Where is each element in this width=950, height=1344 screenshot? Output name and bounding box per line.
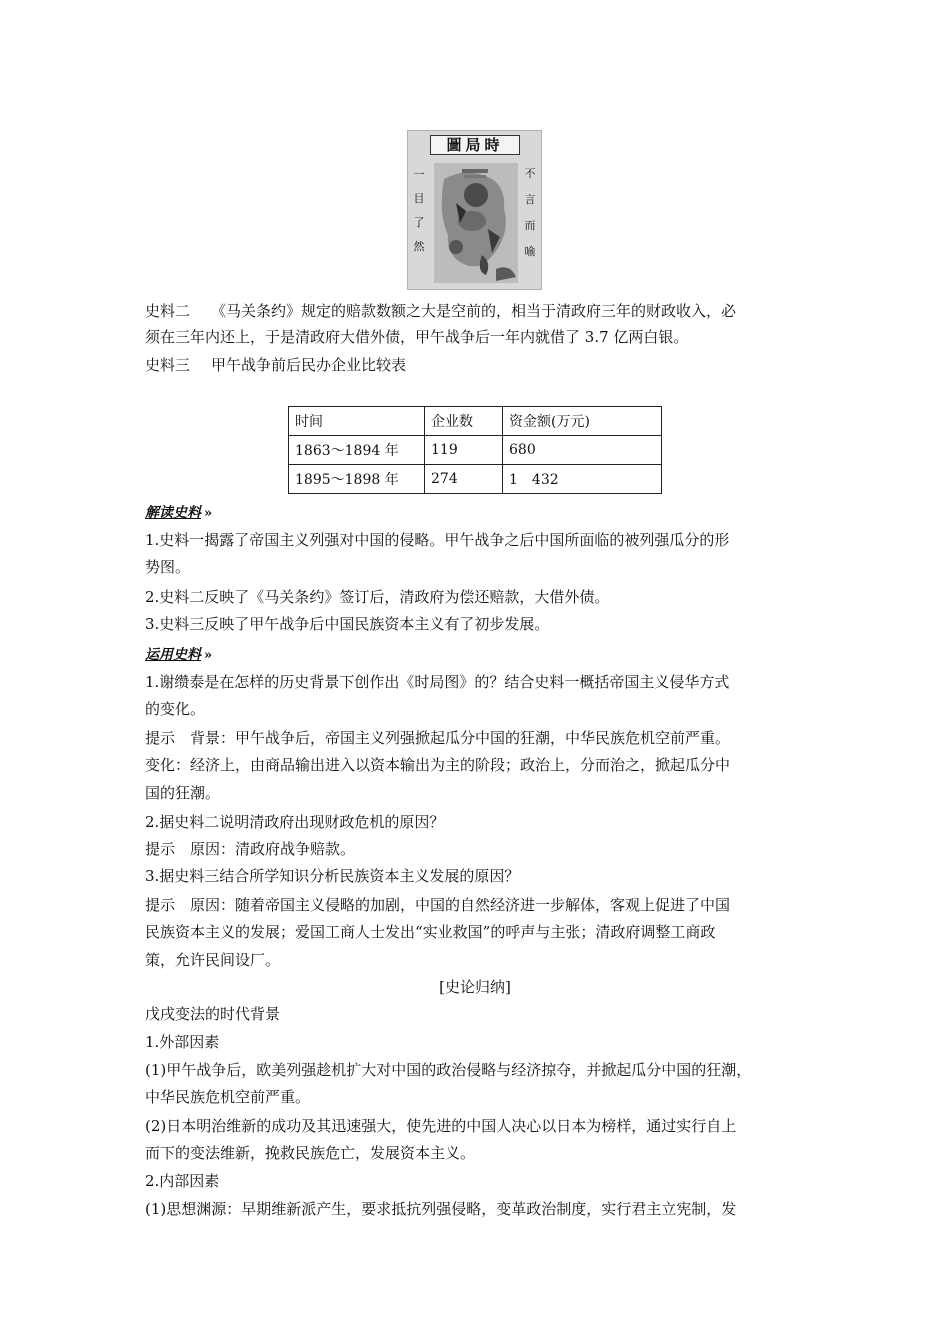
apply-line: 国的狂潮。 xyxy=(145,784,221,802)
table-header-cell: 资金额(万元) xyxy=(503,407,662,436)
summary-title: [史论归纳] xyxy=(439,978,511,996)
table-cell: 274 xyxy=(425,465,503,494)
apply-line: 3.据史料三结合所学知识分析民族资本主义发展的原因？ xyxy=(145,867,520,885)
apply-line: 策，允许民间设厂。 xyxy=(145,951,281,969)
source2-line1: 史料二 《马关条约》规定的赔款数额之大是空前的，相当于清政府三年的财政收入，必 xyxy=(145,302,737,320)
source3-title: 甲午战争前后民办企业比较表 xyxy=(211,356,407,374)
summary-line: 中华民族危机空前严重。 xyxy=(145,1088,311,1106)
figure-right-caption: 不 言 而 喻 xyxy=(524,167,536,258)
figure-left-caption: 一 目 了 然 xyxy=(413,168,425,253)
summary-line: 2.内部因素 xyxy=(145,1172,220,1190)
interpret-line: 2.史料二反映了《马关条约》签订后，清政府为偿还赔款，大借外债。 xyxy=(145,588,610,606)
source2-label: 史料二 xyxy=(145,302,191,320)
double-chevron-icon: » xyxy=(204,506,213,521)
apply-line: 提示 原因：随着帝国主义侵略的加剧，中国的自然经济进一步解体，客观上促进了中国 xyxy=(145,896,731,914)
table-header-cell: 时间 xyxy=(289,407,425,436)
double-chevron-icon: » xyxy=(204,648,213,663)
interpret-line: 势图。 xyxy=(145,558,191,576)
table-row xyxy=(289,436,662,465)
table-cell: 1863～1894 年 xyxy=(289,436,425,465)
table-cell: 119 xyxy=(425,436,503,465)
enterprise-comparison-table xyxy=(288,406,662,494)
apply-line: 1.谢缵泰是在怎样的历史背景下创作出《时局图》的？结合史料一概括帝国主义侵华方式 xyxy=(145,673,730,691)
table-row xyxy=(289,465,662,494)
summary-line: (2)日本明治维新的成功及其迅速强大，使先进的中国人决心以日本为榜样，通过实行自上 xyxy=(145,1117,737,1135)
source3-label: 史料三 xyxy=(145,356,191,374)
summary-line: (1)思想渊源：早期维新派产生，要求抵抗列强侵略，变革政治制度，实行君主立宪制，发 xyxy=(145,1200,737,1218)
table-cell: 680 xyxy=(503,436,662,465)
interpret-heading: 解读史料 » xyxy=(145,505,213,521)
apply-heading: 运用史料 » xyxy=(145,647,213,663)
interpret-line: 3.史料三反映了甲午战争后中国民族资本主义有了初步发展。 xyxy=(145,615,550,633)
apply-line: 2.据史料二说明清政府出现财政危机的原因？ xyxy=(145,813,445,831)
cartoon-map-illustration xyxy=(426,159,526,287)
summary-line: 而下的变法维新，挽救民族危亡，发展资本主义。 xyxy=(145,1144,476,1162)
apply-line: 民族资本主义的发展；爱国工商人士发出“实业救国”的呼声与主张；清政府调整工商政 xyxy=(145,923,716,941)
interpret-line: 1.史料一揭露了帝国主义列强对中国的侵略。甲午战争之后中国所面临的被列强瓜分的形 xyxy=(145,531,730,549)
shijutu-cartoon-image xyxy=(407,130,542,290)
source3-title-line xyxy=(145,355,406,375)
summary-line: 戊戌变法的时代背景 xyxy=(145,1005,281,1023)
apply-line: 变化：经济上，由商品输出进入以资本输出为主的阶段；政治上，分而治之，掀起瓜分中 xyxy=(145,756,731,774)
apply-line: 提示 原因：清政府战争赔款。 xyxy=(145,840,356,858)
table-cell: 1895～1898 年 xyxy=(289,465,425,494)
figure-title: 圖局時 xyxy=(430,135,520,155)
summary-line: (1)甲午战争后，欧美列强趁机扩大对中国的政治侵略与经济掠夺，并掀起瓜分中国的狂潮， xyxy=(145,1061,752,1079)
table-cell: 1 432 xyxy=(503,465,662,494)
apply-line: 的变化。 xyxy=(145,700,206,718)
table-header-cell: 企业数 xyxy=(425,407,503,436)
table-header-row xyxy=(289,407,662,436)
apply-line: 提示 背景：甲午战争后，帝国主义列强掀起瓜分中国的狂潮，中华民族危机空前严重。 xyxy=(145,729,731,747)
source2-line2: 须在三年内还上，于是清政府大借外债，甲午战争后一年内就借了 3.7 亿两白银。 xyxy=(145,328,689,346)
summary-line: 1.外部因素 xyxy=(145,1033,220,1051)
